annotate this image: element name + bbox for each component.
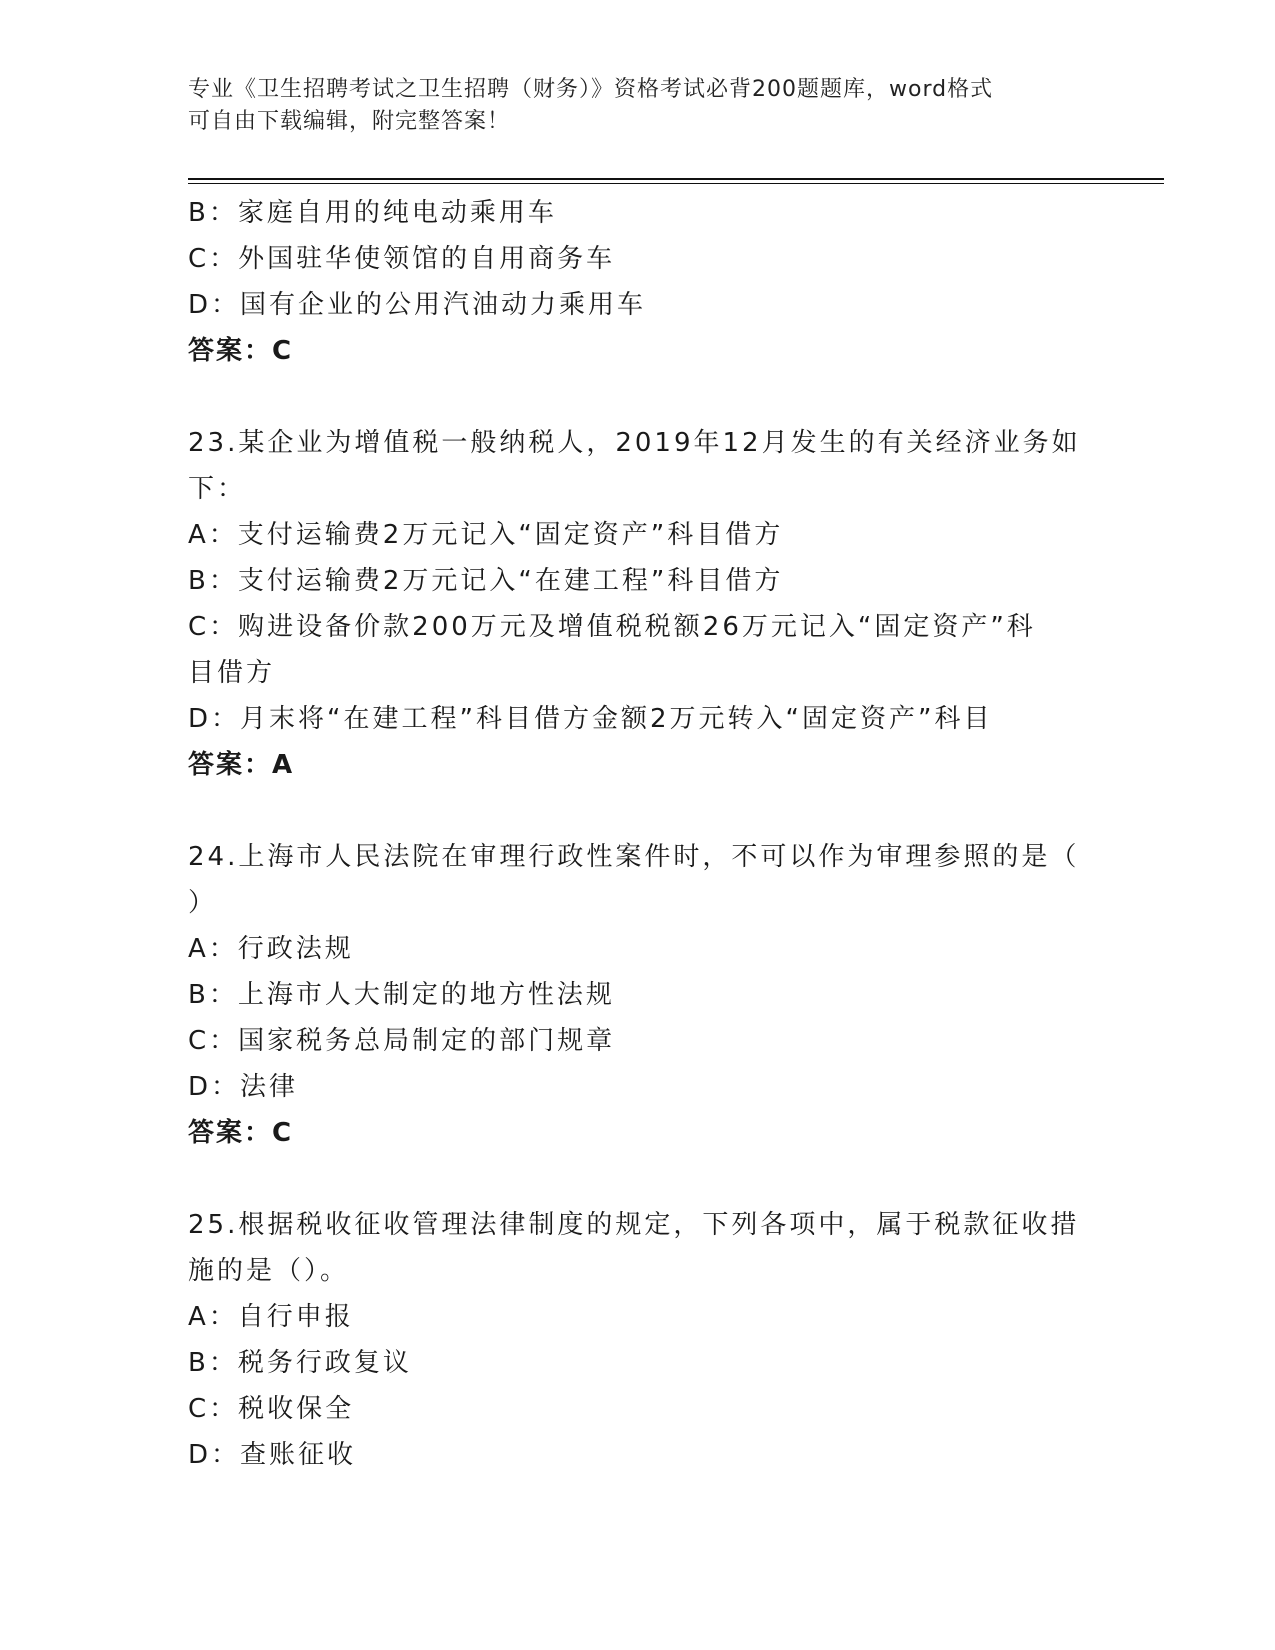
q24-option-a: A：行政法规 [188,934,354,964]
q23-option-b: B：支付运输费2万元记入“在建工程”科目借方 [188,566,784,596]
q24-option-c: C：国家税务总局制定的部门规章 [188,1026,616,1056]
q22-answer: 答案：C [188,336,294,366]
q22-option-c: C：外国驻华使领馆的自用商务车 [188,244,616,274]
spacer [188,788,1088,834]
q25-option-b: B：税务行政复议 [188,1348,412,1378]
q23-stem-line1: 23.某企业为增值税一般纳税人，2019年12月发生的有关经济业务如 [188,428,1081,458]
q24-answer: 答案：C [188,1118,294,1148]
spacer [188,1156,1088,1202]
question-25 [188,1202,1088,1478]
question-23 [188,420,1088,788]
header-title-line1: 专业《卫生招聘考试之卫生招聘（财务）》资格考试必背200题题库，word格式 [188,77,994,102]
q23-stem-line2: 下： [188,474,247,504]
question-list [188,190,1088,1478]
q24-option-d: D：法律 [188,1072,299,1102]
q22-option-b: B：家庭自用的纯电动乘用车 [188,198,557,228]
header-title-line2: 可自由下载编辑，附完整答案！ [188,109,511,134]
q25-stem-line1: 25.根据税收征收管理法律制度的规定，下列各项中，属于税款征收措 [188,1210,1080,1240]
q23-option-a: A：支付运输费2万元记入“固定资产”科目借方 [188,520,784,550]
spacer [188,374,1088,420]
q22-option-d: D：国有企业的公用汽油动力乘用车 [188,290,647,320]
question-22 [188,190,1088,374]
q23-answer: 答案：A [188,750,295,780]
header-rule-thick [188,178,1164,180]
question-24 [188,834,1088,1156]
q23-option-d: D：月末将“在建工程”科目借方金额2万元转入“固定资产”科目 [188,704,993,734]
q25-option-c: C：税收保全 [188,1394,355,1424]
q23-option-c-line1: C：购进设备价款200万元及增值税税额26万元记入“固定资产”科 [188,612,1036,642]
q25-stem-line2: 施的是（）。 [188,1256,350,1286]
header-rule-thin [188,183,1164,184]
document-header [188,74,1088,138]
q24-stem-line2: ） [188,888,218,918]
q23-option-c-line2: 目借方 [188,658,276,688]
q24-option-b: B：上海市人大制定的地方性法规 [188,980,615,1010]
q25-option-a: A：自行申报 [188,1302,354,1332]
q24-stem-line1: 24.上海市人民法院在审理行政性案件时，不可以作为审理参照的是（ [188,842,1080,872]
q25-option-d: D：查账征收 [188,1440,357,1470]
